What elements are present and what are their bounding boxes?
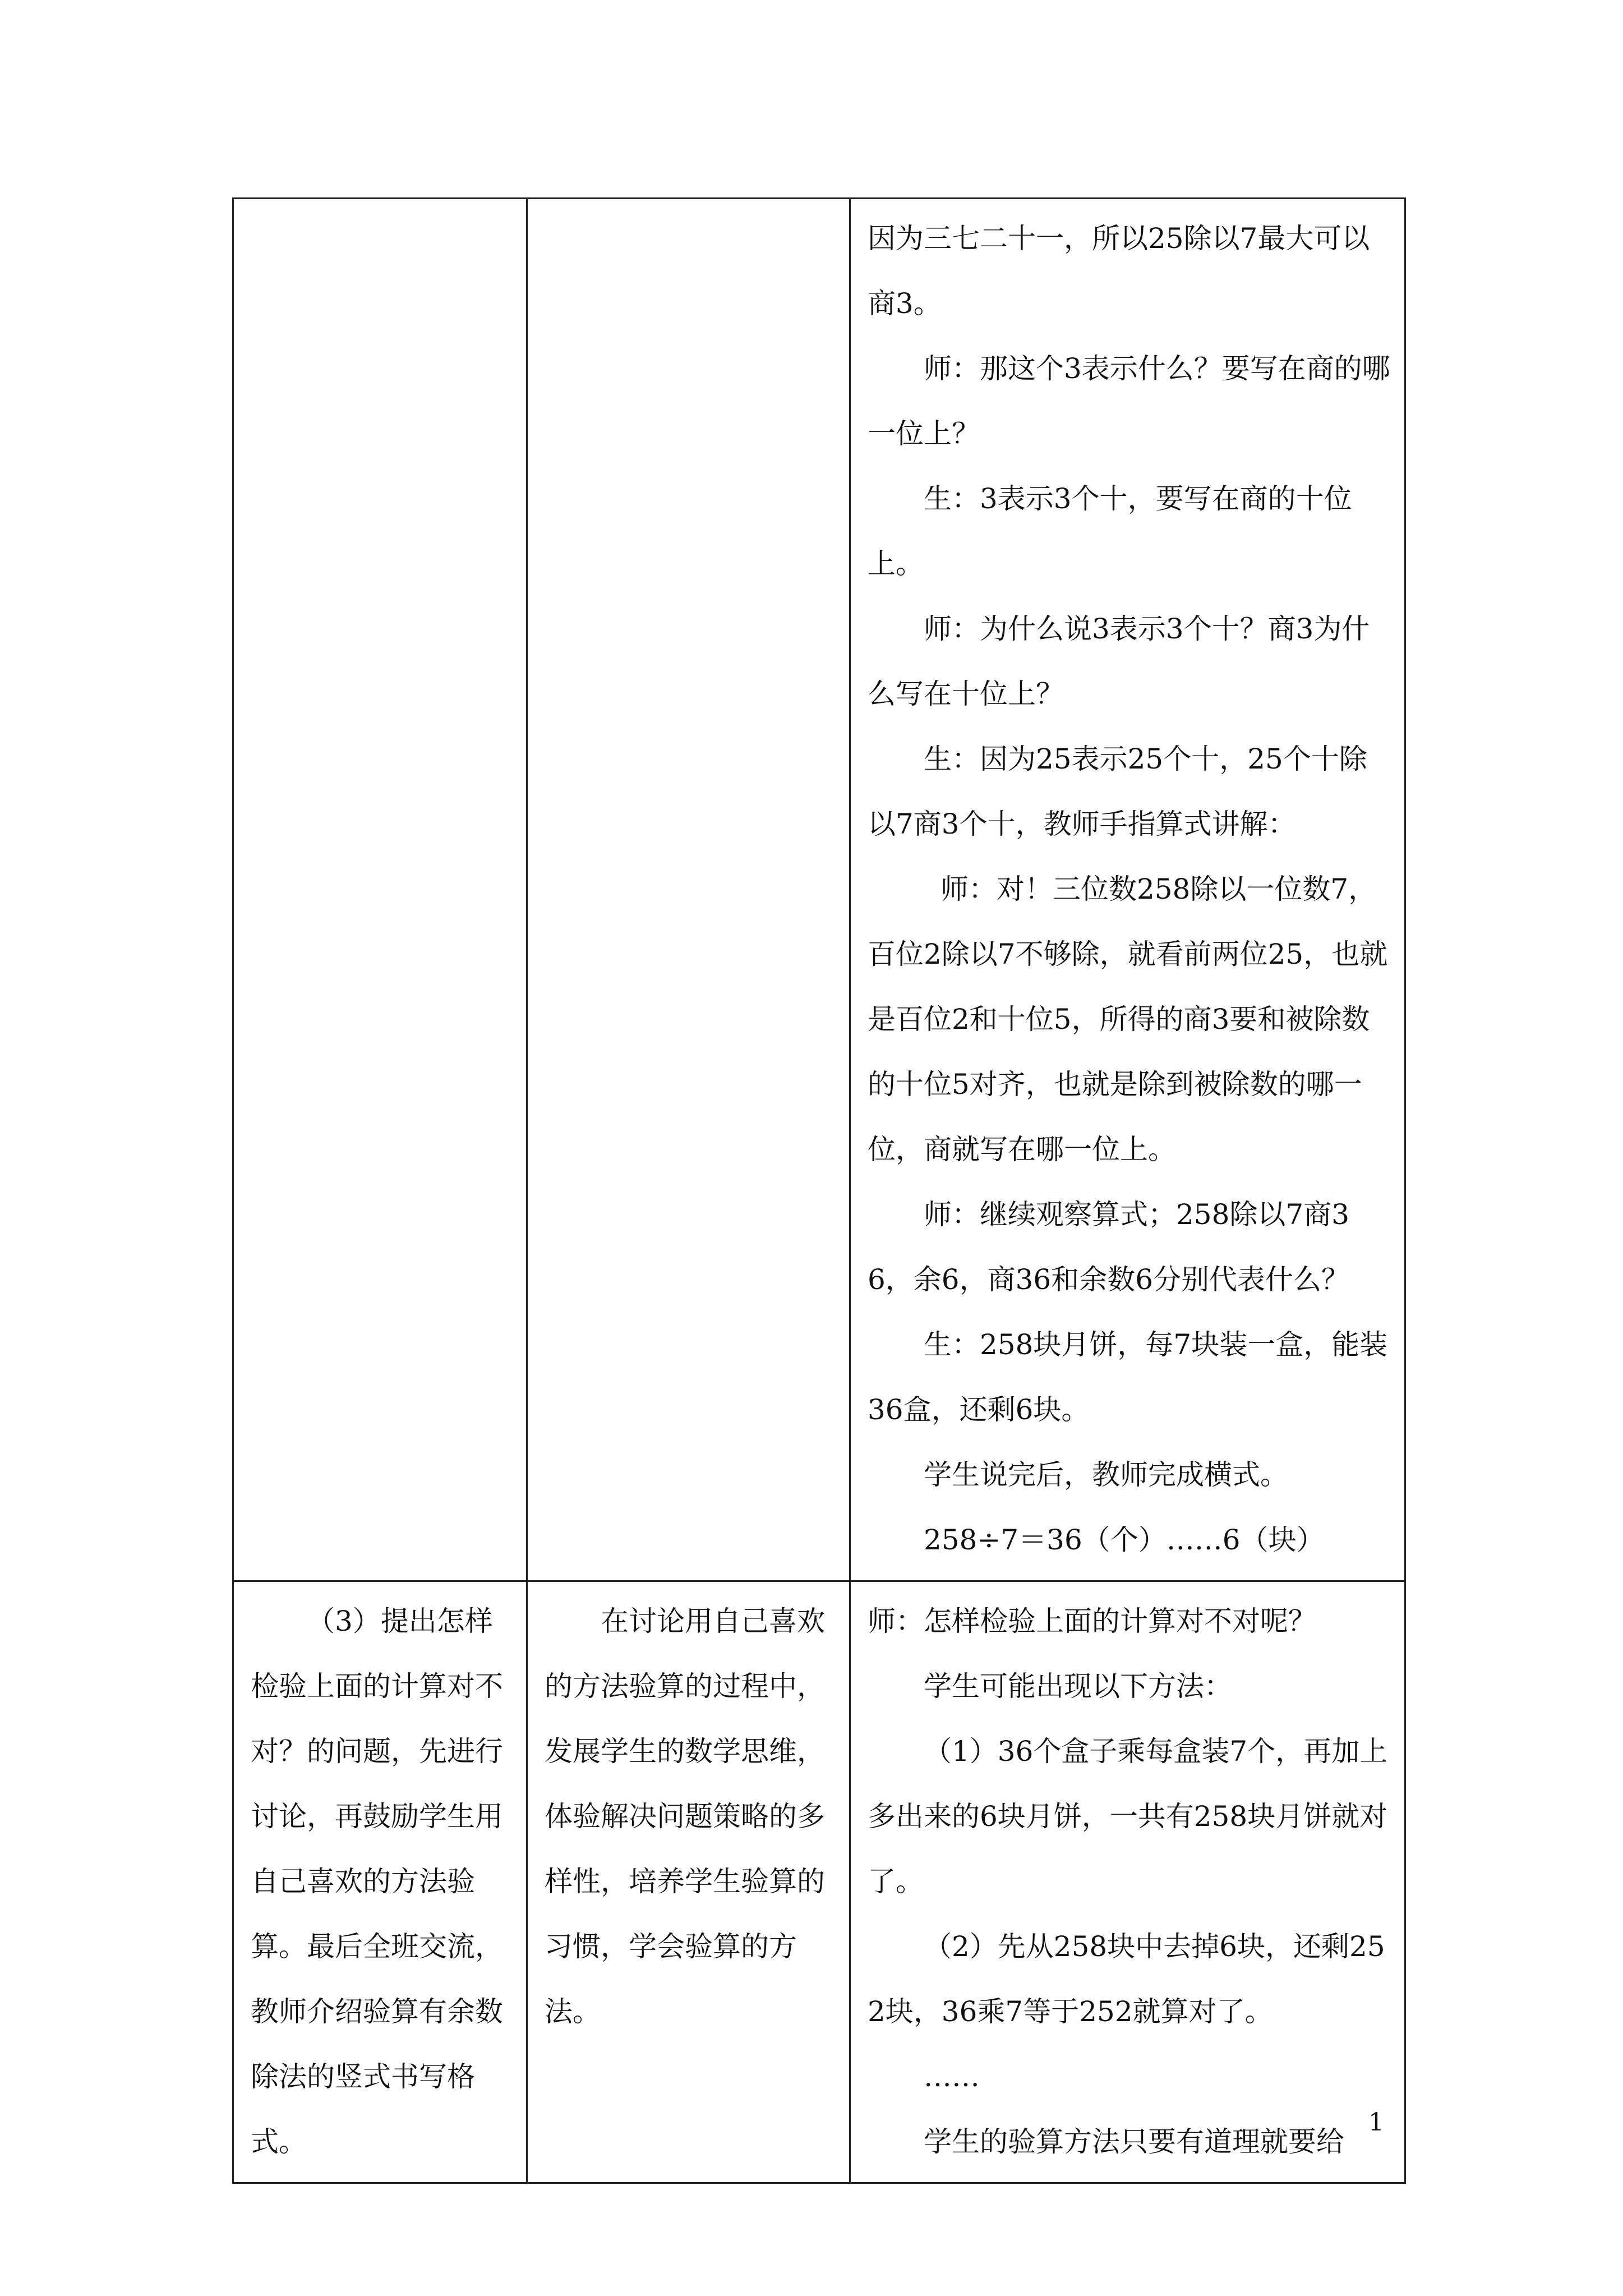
activity-cell xyxy=(233,199,527,1581)
page-number: 1 xyxy=(1368,2108,1384,2137)
table-row xyxy=(233,199,1405,1581)
process-paragraph: 生：因为25表示25个十，25个十除以7商3个十，教师手指算式讲解： xyxy=(868,743,1367,840)
process-paragraph: （2）先从258块中去掉6块，还剩252块，36乘7等于252就算对了。 xyxy=(868,1930,1385,2028)
lesson-plan-table xyxy=(232,197,1406,2184)
intent-paragraph: 在讨论用自己喜欢的方法验算的过程中，发展学生的数学思维，体验解决问题策略的多样性，培养学生验算的习惯，学会验算的方法。 xyxy=(545,1605,825,2028)
process-cell xyxy=(850,1581,1405,2183)
process-paragraph: （1）36个盒子乘每盒装7个，再加上多出来的6块月饼，一共有258块月饼就对了。 xyxy=(868,1735,1388,1898)
process-paragraph: 因为三七二十一，所以25除以7最大可以商3。 xyxy=(868,222,1370,320)
process-paragraph: 学生的验算方法只要有道理就要给 xyxy=(924,2125,1344,2158)
process-paragraph: 师：继续观察算式；258除以7商36，余6，商36和余数6分别代表什么？ xyxy=(868,1198,1350,1296)
process-paragraph: 学生说完后，教师完成横式。 xyxy=(924,1458,1288,1491)
process-paragraph: 师：那这个3表示什么？要写在商的哪一位上？ xyxy=(868,352,1390,450)
process-paragraph: …… xyxy=(924,2060,980,2093)
activity-cell xyxy=(233,1581,527,2183)
process-paragraph: 学生可能出现以下方法： xyxy=(924,1670,1232,1703)
intent-cell xyxy=(527,199,850,1581)
process-paragraph: 师：怎样检验上面的计算对不对呢？ xyxy=(868,1605,1316,1637)
table-row xyxy=(233,1581,1405,2183)
process-cell xyxy=(850,199,1405,1581)
process-paragraph: 生：3表示3个十，要写在商的十位上。 xyxy=(868,482,1352,580)
process-paragraph: 生：258块月饼，每7块装一盒，能装36盒，还剩6块。 xyxy=(868,1328,1388,1426)
process-paragraph: 师：对！三位数258除以一位数7，百位2除以7不够除，就看前两位25，也就是百位2和十位5，所得的商3要和被除数的十位5对齐，也就是除到被除数的哪一位，商就写在哪一位上。 xyxy=(868,873,1388,1166)
process-paragraph: 师：为什么说3表示3个十？商3为什么写在十位上？ xyxy=(868,613,1370,710)
process-paragraph: 258÷7＝36（个）……6（块） xyxy=(924,1524,1325,1556)
activity-paragraph: （3）提出怎样检验上面的计算对不对？的问题，先进行讨论，再鼓励学生用自己喜欢的方法验算。最后全班交流，教师介绍验算有余数除法的竖式书写格式。 xyxy=(251,1605,503,2158)
intent-cell xyxy=(527,1581,850,2183)
